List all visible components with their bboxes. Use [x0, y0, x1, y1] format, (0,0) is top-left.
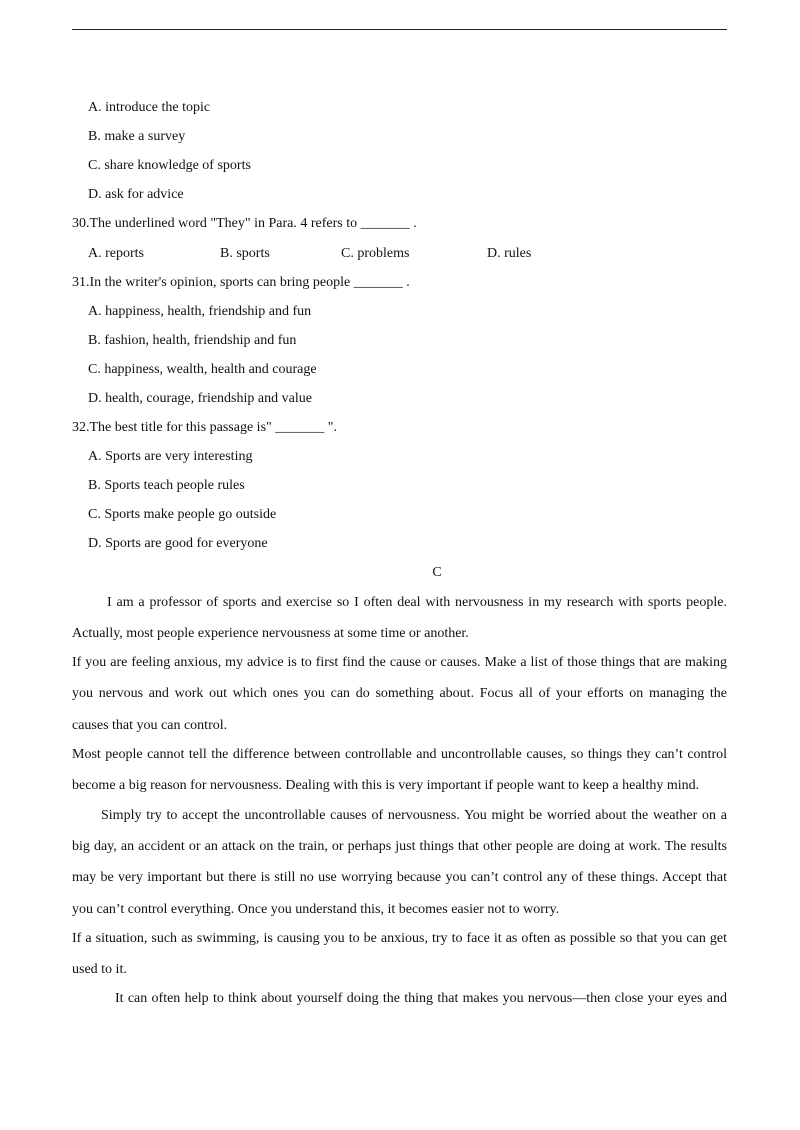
q32-option-a: A. Sports are very interesting — [88, 449, 253, 464]
q30-option-c: C. problems — [341, 246, 410, 261]
q29-option-c: C. share knowledge of sports — [88, 158, 251, 173]
section-c-heading: C — [432, 565, 442, 580]
q29-option-d: D. ask for advice — [88, 187, 184, 202]
passage-line: Simply try to accept the uncontrollable causes of nervousness. You might be worried about the weather on a — [101, 808, 727, 823]
q30-option-b: B. sports — [220, 246, 270, 261]
q31-option-d: D. health, courage, friendship and value — [88, 391, 312, 406]
passage-line: you can’t control everything. Once you understand this, it becomes easier not to worry. — [72, 902, 560, 917]
passage-line: used to it. — [72, 962, 127, 977]
q32-option-c: C. Sports make people go outside — [88, 507, 277, 522]
q30-option-a: A. reports — [88, 246, 144, 261]
q31-option-c: C. happiness, wealth, health and courage — [88, 362, 317, 377]
q32-question: 32.The best title for this passage is" _______ ". — [72, 420, 337, 435]
passage-line: become a big reason for nervousness. Dealing with this is very important if people want to keep a healthy mind. — [72, 778, 700, 793]
passage-line: you nervous and work out which ones you can do something about. Focus all of your efforts on managing the — [72, 686, 727, 701]
q32-option-d: D. Sports are good for everyone — [88, 536, 268, 551]
passage-line: big day, an accident or an attack on the train, or perhaps just things that other people are doing at work. The results — [72, 839, 727, 854]
passage-line: Most people cannot tell the difference between controllable and uncontrollable causes, so things they can’t control — [72, 747, 727, 762]
q31-option-b: B. fashion, health, friendship and fun — [88, 333, 297, 348]
q29-option-b: B. make a survey — [88, 129, 186, 144]
q30-options-row — [72, 245, 727, 263]
q30-option-d: D. rules — [487, 246, 532, 261]
passage-line: causes that you can control. — [72, 718, 228, 733]
header-rule — [72, 29, 727, 30]
q31-question: 31.In the writer's opinion, sports can bring people _______ . — [72, 275, 410, 290]
passage-line: I am a professor of sports and exercise so I often deal with nervousness in my research with sports people. — [107, 595, 727, 610]
passage-line: If a situation, such as swimming, is causing you to be anxious, try to face it as often as possible so that you can get — [72, 931, 727, 946]
passage-line: If you are feeling anxious, my advice is to first find the cause or causes. Make a list of those things that are making — [72, 655, 727, 670]
passage-line: It can often help to think about yourself doing the thing that makes you nervous—then close your eyes and — [115, 991, 727, 1006]
passage-line: may be very important but there is still no use worrying because you can’t control any of these things. Accept that — [72, 870, 727, 885]
q32-option-b: B. Sports teach people rules — [88, 478, 245, 493]
q29-option-a: A. introduce the topic — [88, 100, 211, 115]
passage-line: Actually, most people experience nervousness at some time or another. — [72, 626, 469, 641]
q30-question: 30.The underlined word "They" in Para. 4 refers to _______ . — [72, 216, 417, 231]
q31-option-a: A. happiness, health, friendship and fun — [88, 304, 312, 319]
